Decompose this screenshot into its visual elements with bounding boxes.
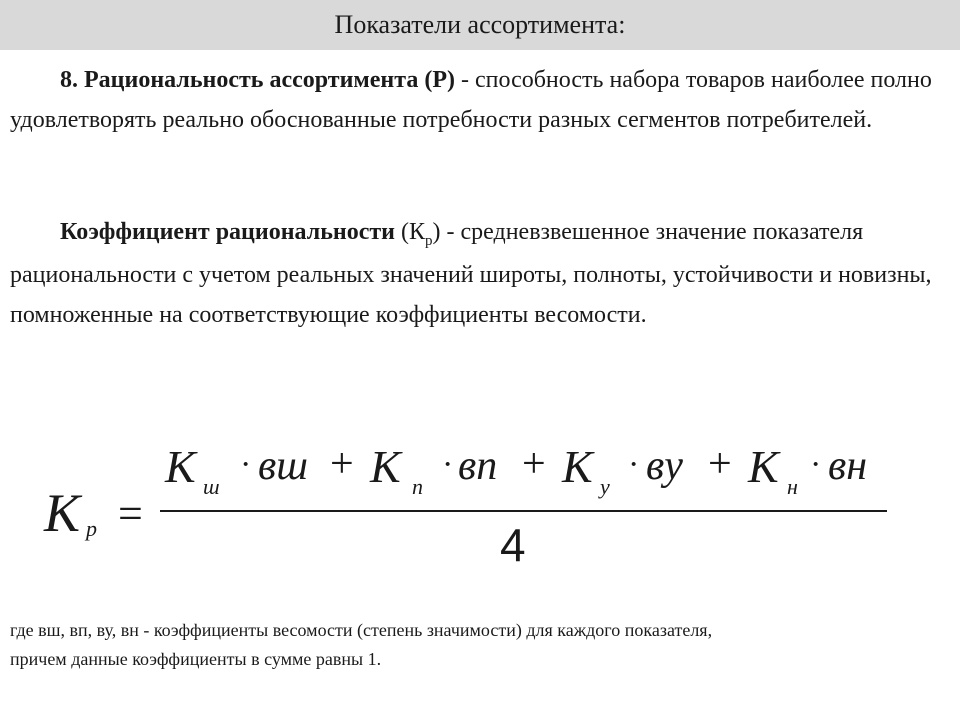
section-number: 8. — [60, 67, 78, 93]
term-3-sub: у — [600, 474, 610, 499]
coefficient-term: Коэффициент рациональности — [60, 219, 395, 245]
rationality-formula — [0, 430, 960, 600]
term-4-dot: · — [810, 446, 822, 483]
term-3-symbol: K — [562, 441, 593, 492]
term-2-sub: п — [412, 474, 423, 499]
term-1-sub: ш — [203, 474, 220, 499]
coefficient-symbol-sub: р — [425, 233, 433, 249]
term-2-symbol: K — [370, 441, 401, 492]
term-4-sub: н — [787, 474, 798, 499]
coefficient-paren-open: (К — [395, 219, 425, 245]
section-definition-rest: товаров наиболее полно удовлетворять реально обоснованные потребности разных сегментов потребителей. — [10, 67, 932, 133]
term-1-weight: вш — [258, 443, 308, 489]
rationality-paragraph — [10, 60, 950, 140]
coefficient-definition-start: - средневзвешенное — [440, 219, 650, 245]
coefficient-definition-rest: значение показателя рациональности с учетом реальных значений широты, полноты, устойчивости и новизны, помноженные на соответствующие коэффициенты весомости. — [10, 219, 932, 328]
slide-title: Показатели ассортимента: — [334, 10, 626, 39]
section-definition-start: - способность набора — [454, 67, 680, 93]
term-1-dot: · — [240, 446, 252, 483]
coefficient-paren-close: ) — [432, 219, 441, 245]
term-3-weight: ву — [646, 443, 683, 489]
formula-equals: = — [118, 489, 143, 538]
slide-header — [0, 0, 960, 50]
section-term: Рациональность ассортимента (Р) — [84, 67, 455, 93]
formula-lhs-symbol: K — [44, 483, 81, 543]
weights-note — [10, 616, 955, 674]
term-2-dot: · — [442, 446, 454, 483]
plus-2: + — [522, 441, 546, 487]
term-1-symbol: K — [165, 441, 196, 492]
formula-denominator: 4 — [500, 519, 526, 571]
note-line-2: причем данные коэффициенты в сумме равны 1. — [10, 649, 382, 669]
term-3-dot: · — [628, 446, 640, 483]
formula-lhs-sub: p — [86, 516, 97, 541]
term-2-weight: вп — [458, 443, 498, 489]
note-line-1: где вш, вп, ву, вн - коэффициенты весомости (степень значимости) для каждого показателя, — [10, 620, 713, 640]
coefficient-paragraph — [10, 212, 950, 335]
plus-3: + — [708, 441, 732, 487]
term-4-weight: вн — [828, 443, 868, 489]
fraction-bar — [160, 510, 887, 512]
term-4-symbol: K — [748, 441, 779, 492]
plus-1: + — [330, 441, 354, 487]
